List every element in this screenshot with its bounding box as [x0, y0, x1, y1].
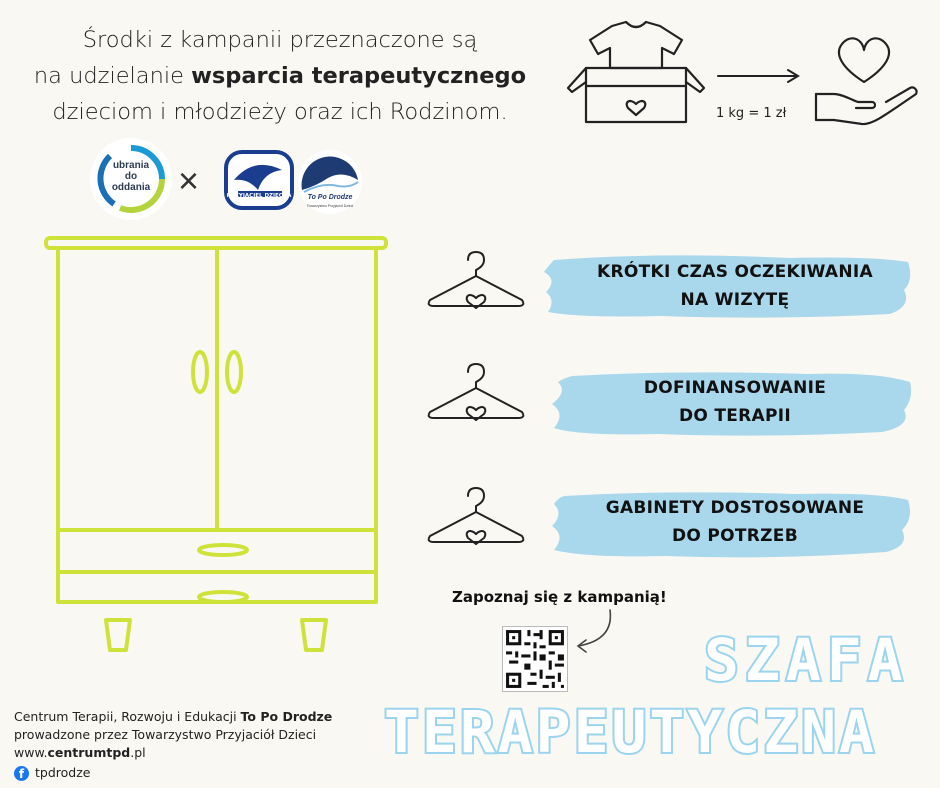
- benefit-1-line-2: NA WIZYTĘ: [680, 290, 790, 310]
- title-line-2: TERAPEUTYCZNA: [384, 698, 877, 766]
- logo-separator: ×: [178, 160, 200, 201]
- to-po-drodze-logo: [298, 150, 362, 214]
- footer-operator: prowadzone przez Towarzystwo Przyjaciół Dzieci: [14, 727, 317, 742]
- title-line-1: SZAFA: [704, 626, 909, 694]
- ubrania-logo-word-2: do: [124, 171, 138, 182]
- campaign-cta: Zapoznaj się z kampanią!: [452, 588, 667, 606]
- qr-code[interactable]: [502, 626, 568, 692]
- conversion-rate: 1 kg = 1 zł: [716, 106, 787, 121]
- arrow-right-icon: [716, 68, 802, 84]
- benefit-3-line-1: GABINETY DOSTOSOWANE: [605, 498, 865, 518]
- facebook-handle: tpdrodze: [35, 765, 91, 780]
- benefit-1-line-1: KRÓTKI CZAS OCZEKIWANIA: [597, 262, 873, 282]
- headline-line-1: Środki z kampanii przeznaczone są: [82, 27, 478, 53]
- benefit-2-line-1: DOFINANSOWANIE: [643, 378, 827, 398]
- ubrania-do-oddania-logo: [90, 138, 172, 220]
- benefit-2-line-2: DO TERAPII: [678, 406, 792, 426]
- ubrania-logo-word-3: oddania: [111, 182, 151, 193]
- benefit-3-line-2: DO POTRZEB: [672, 526, 798, 546]
- hanger-heart-icon-3: [426, 486, 526, 550]
- benefit-3: [550, 494, 920, 550]
- headline-line-2-bold: wsparcia terapeutycznego: [191, 63, 527, 89]
- benefit-1: [550, 258, 920, 314]
- footer-info: [14, 708, 332, 782]
- benefit-2: [550, 374, 920, 430]
- footer-facebook-link[interactable]: [14, 764, 332, 782]
- tpd-logo-text: PRZYJACIEL DZIECKA: [226, 193, 292, 199]
- headline-line-2-regular: na udzielanie: [33, 63, 192, 89]
- footer-url-prefix: www.: [14, 745, 48, 760]
- footer-website-link[interactable]: [14, 744, 332, 762]
- facebook-icon: f: [14, 766, 29, 781]
- ubrania-logo-word-1: ubrania: [112, 160, 150, 171]
- clothes-box-icon: [566, 18, 708, 130]
- footer-org-text: Centrum Terapii, Rozwoju i Edukacji: [14, 709, 241, 724]
- headline-line-3: dzieciom i młodzieży oraz ich Rodzinom.: [52, 99, 508, 125]
- qr-code-pattern: [503, 627, 567, 691]
- footer-url-suffix: .pl: [130, 745, 146, 760]
- hanger-heart-icon-1: [426, 250, 526, 314]
- wardrobe-illustration: [40, 232, 392, 664]
- footer-org-name: To Po Drodze: [240, 709, 333, 724]
- curved-arrow-icon: [570, 606, 620, 656]
- tpd-logo: [224, 150, 294, 210]
- to-po-drodze-logo-text: To Po Drodze: [307, 194, 353, 201]
- hand-heart-icon: [812, 30, 922, 130]
- campaign-headline: [20, 22, 540, 130]
- hanger-heart-icon-2: [426, 362, 526, 426]
- to-po-drodze-logo-subtext: Towarzystwo Przyjaciół Dzieci: [306, 204, 354, 208]
- footer-url-domain: centrumtpd: [47, 745, 131, 760]
